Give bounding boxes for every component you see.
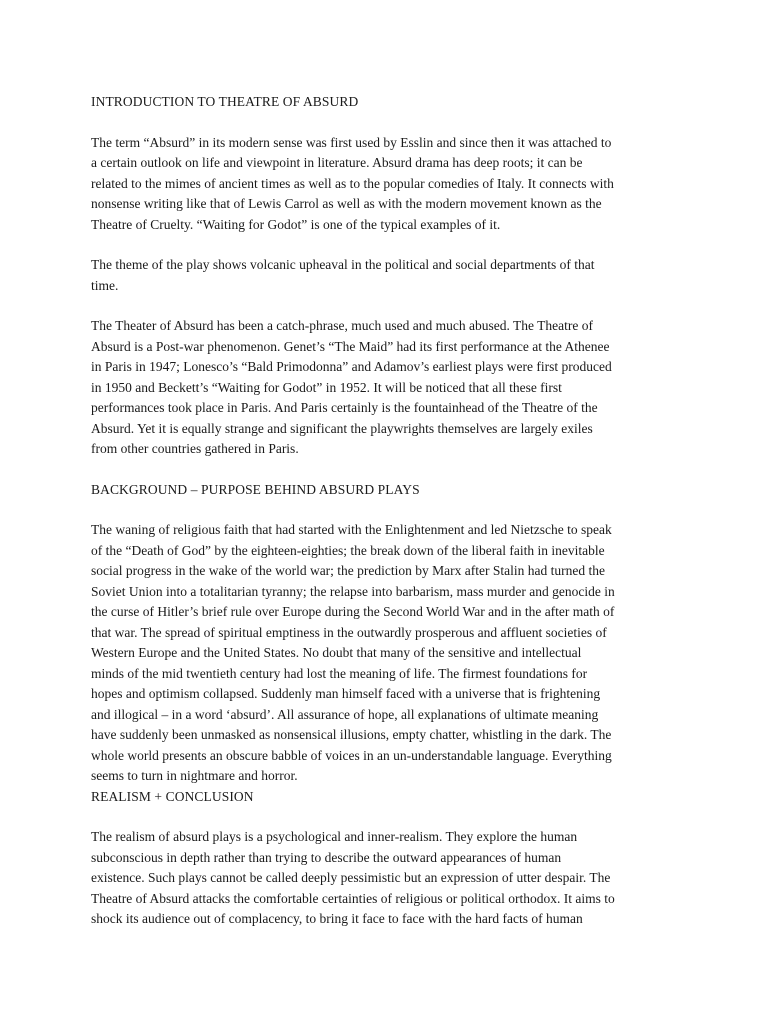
text-line: a certain outlook on life and viewpoint in literature. Absurd drama has deep roots; it can be — [91, 155, 583, 170]
section-heading-introduction: INTRODUCTION TO THEATRE OF ABSURD — [91, 94, 359, 109]
document-body — [91, 92, 691, 950]
text-line: The waning of religious faith that had started with the Enlightenment and led Nietzsche to speak — [91, 522, 612, 537]
text-line: The realism of absurd plays is a psychological and inner-realism. They explore the human — [91, 829, 578, 844]
text-line: seems to turn in nightmare and horror. — [91, 768, 298, 783]
text-line: whole world presents an obscure babble of voices in an un-understandable language. Everything — [91, 747, 612, 763]
text-line: The theme of the play shows volcanic upheaval in the political and social departments of that — [91, 257, 595, 272]
text-line: and illogical – in a word ‘absurd’. All assurance of hope, all explanations of ultimate meaning — [91, 706, 599, 722]
paragraph-background-1 — [91, 520, 691, 787]
paragraph-realism-1 — [91, 827, 691, 930]
paragraph-intro-1 — [91, 133, 691, 236]
text-line: Western Europe and the United States. No doubt that many of the sensitive and intellectual — [91, 645, 582, 660]
text-line: in Paris in 1947; Lonesco’s “Bald Primodonna” and Adamov’s earliest plays were first produced — [91, 359, 612, 374]
text-line: the curse of Hitler’s brief rule over Europe during the Second World War and in the after math of — [91, 604, 615, 619]
text-line: of the “Death of God” by the eighteen-eighties; the break down of the liberal faith in inevitable — [91, 542, 605, 558]
text-line: hopes and optimism collapsed. Suddenly man himself faced with a universe that is frightening — [91, 686, 601, 701]
text-line: Absurd is a Post-war phenomenon. Genet’s “The Maid” had its first performance at the Athenee — [91, 338, 610, 354]
text-line: minds of the mid twentieth century had lost the meaning of life. The firmest foundations for — [91, 665, 588, 681]
text-line: The term “Absurd” in its modern sense was first used by Esslin and since then it was attached to — [91, 134, 612, 150]
text-line: time. — [91, 277, 119, 293]
paragraph-intro-3 — [91, 316, 691, 460]
text-line: existence. Such plays cannot be called deeply pessimistic but an expression of utter despair. The — [91, 870, 611, 885]
text-line: Theatre of Absurd attacks the comfortable certainties of religious or political orthodox. It aims to — [91, 890, 615, 906]
paragraph-intro-2 — [91, 255, 691, 296]
text-line: shock its audience out of complacency, to bring it face to face with the hard facts of human — [91, 911, 583, 926]
text-line: nonsense writing like that of Lewis Carrol as well as with the modern movement known as the — [91, 196, 602, 211]
text-line: that war. The spread of spiritual emptiness in the outwardly prosperous and affluent societies of — [91, 624, 607, 640]
text-line: related to the mimes of ancient times as well as to the popular comedies of Italy. It connects with — [91, 175, 614, 191]
text-line: from other countries gathered in Paris. — [91, 441, 299, 456]
text-line: Theatre of Cruelty. “Waiting for Godot” is one of the typical examples of it. — [91, 216, 501, 232]
text-line: performances took place in Paris. And Paris certainly is the fountainhead of the Theatre of the — [91, 400, 598, 415]
text-line: The Theater of Absurd has been a catch-phrase, much used and much abused. The Theatre of — [91, 318, 593, 333]
section-heading-background: BACKGROUND – PURPOSE BEHIND ABSURD PLAYS — [91, 481, 420, 497]
text-line: Soviet Union into a totalitarian tyranny; the relapse into barbarism, mass murder and genocide in — [91, 583, 615, 599]
text-line: in 1950 and Beckett’s “Waiting for Godot” in 1952. It will be noticed that all these first — [91, 379, 562, 395]
text-line: Absurd. Yet it is equally strange and significant the playwrights themselves are largely exiles — [91, 420, 593, 436]
text-line: have suddenly been unmasked as nonsensical illusions, empty chatter, whistling in the dark. The — [91, 727, 612, 742]
text-line: subconscious in depth rather than trying to describe the outward appearances of human — [91, 849, 562, 865]
section-heading-realism: REALISM + CONCLUSION — [91, 788, 254, 804]
text-line: social progress in the wake of the world war; the prediction by Marx after Stalin had turned the — [91, 563, 605, 578]
